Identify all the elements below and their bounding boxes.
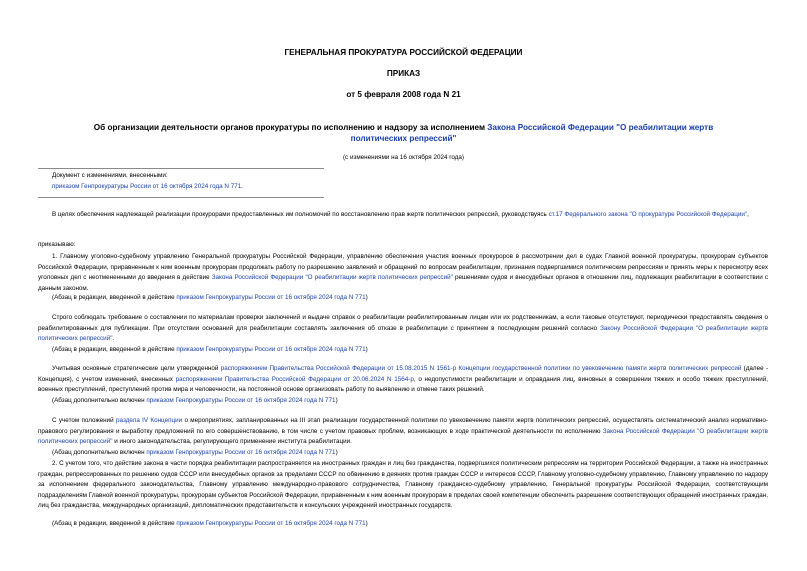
title-law-link[interactable]: Закона Российской Федерации "О реабилитации жертв [487,123,714,132]
note-1 [52,293,368,304]
note1-link[interactable]: приказом Генпрокуратуры России от 16 октября 2024 года N 771 [176,294,366,301]
p4-link-1[interactable]: распоряжением Правительства Российской Федерации от 15.08.2015 N 1561-р Концепции государственной политики по увековечению памяти жертв политических репрессий [220,365,742,372]
paragraph-preamble [38,210,768,221]
note2-text: (Абзац в редакции, введенной в действие [52,346,177,353]
p3-end: . [112,335,115,342]
p2-end: решениями судов и внесудебных органов в отношении лиц, подлежащих реабилитации в соответствии с данным законом. [38,274,768,292]
paragraph-item-1d [38,416,768,448]
paragraph-item-1 [38,252,768,294]
p1-text: В целях обеспечения надлежащей реализации прокурорами предоставленных им полномочий по восстановлению прав жертв политических репрессий, руководствуясь [52,211,549,218]
p4-end: , о недопустимости реабилитации и оправдания лиц, виновных в совершении тяжких и особо тяжких преступлений, военных преступлений, преступлений против мира и человечности, на постоянной основе организовать работу по выявлению и отмене таких решений. [38,375,768,393]
note-5 [52,519,368,530]
order-word: приказываю: [38,241,76,248]
p5-end: и иного законодательства, регулирующего применение института реабилитации. [112,438,352,445]
p5-mid: о мероприятиях, запланированных на III этап реализации государственной политики по увековечению памяти жертв политических репрессий, осуществлять систематический анализ нормативно-правового регулирования и выработку предложений по его совершенствованию, в том числе с учетом правовых проблем, возникающих в ходе практической деятельности по исполнению [38,417,769,435]
doc-type: ПРИКАЗ [386,69,421,78]
note2-end: ) [365,346,368,353]
changes-end: . [241,182,243,190]
p3-text: Строго соблюдать требование о составлении по материалам проверки заключений и выдаче справок о реабилитации реабилитированным лицам или их родственникам, а если таковые отсутствуют, периодически предоставлять сведения о реабилитированных для публикации. При отсутствии оснований для реабилитации составлять заключения об отказе в реабилитации с принятием в последующем решений согласно [38,314,768,332]
changes-label: Документ с изменениями, внесенными: [52,172,168,179]
p3-link[interactable]: Закону Российской Федерации "О реабилитации жертв политических репрессий" [38,324,769,342]
note2-link[interactable]: приказом Генпрокуратуры России от 16 октября 2024 года N 771 [176,346,366,353]
p1-end: , [747,211,749,218]
p5-text: С учетом положений [52,417,117,424]
note4-link[interactable]: приказом Генпрокуратуры России от 16 октября 2024 года N 771 [146,449,336,456]
changes-link[interactable]: приказом Генпрокуратуры России от 16 октября 2024 года N 771 [52,182,242,190]
paragraph-item-1b [38,313,768,345]
p4-mid: (далее - Концепция), с учетом изменений, внесенных [38,365,768,383]
doc-title [0,122,807,144]
paragraph-item-1c [38,364,768,396]
p5-link-2[interactable]: Закона Российской Федерации "О реабилитации жертв политических репрессий" [38,427,768,445]
note-3 [52,396,338,407]
title-text: Об организации деятельности органов прокуратуры по исполнению и надзору за исполнением [93,123,488,132]
note5-text: (Абзац в редакции, введенной в действие [52,520,177,527]
p2-link[interactable]: Закона Российской Федерации "О реабилитации жертв политических репрессий" [211,274,453,281]
note1-end: ) [365,294,368,301]
note3-text: (Абзац дополнительно включен [52,397,147,404]
paragraph-item-2: 2. С учетом того, что действие закона в части порядка реабилитации распространяется на иностранных граждан и лиц без гражданства, подвергшихся политическим репрессиям на территории Российской Федерации, а также на иностранных граждан, репрессированных по решению судов СССР или внесудебных органов за пределами СССР по обвинению в деяниях против граждан СССР и интересов СССР, Главному уголовно-судебному управлению, Главному управлению по надзору за исполнением федерального законодательства, Главному управлению международно-правового сотрудничества, Главному гражданско-судебному управлению, Генеральной прокуратуры Российской Федерации, соответствующим подразделениям Главной военной прокуратуры, прокурорам субъектов Российской Федерации, приравненным к ним военным прокурорам в пределах своей компетенции обеспечить разрешение соответствующих обращений иностранных граждан, лиц без гражданства, международных организаций, дипломатических представительств и консульских учреждений иностранных государств. [38,460,768,509]
note5-end: ) [365,520,368,527]
note3-end: ) [335,397,338,404]
org-name: ГЕНЕРАЛЬНАЯ ПРОКУРАТУРА РОССИЙСКОЙ ФЕДЕРАЦИИ [284,48,523,57]
changes-box [52,171,243,192]
p5-link-1[interactable]: раздела IV Концепции [116,417,183,424]
note-4 [52,448,338,459]
p2-text: 1. Главному уголовно-судебному управлению Генеральной прокуратуры Российской Федерации, управлению обеспечения участия военных прокуроров в рассмотрении дел в судах Главной военной прокуратуры, прокурорам субъектов Российской Федерации, приравненным к ним военным прокурорам продолжать работу по разрешению заявлений и обращений по вопросам реабилитации, признания подвергшимися политическим репрессиям и принять меры к пересмотру всех уголовных дел с неотмененными до введения в действие [38,253,768,281]
changes-item [52,182,243,193]
p1-link[interactable]: ст.17 Федерального закона "О прокуратуре Российской Федерации" [548,211,748,218]
changes-date: (с изменениями на 16 октября 2024 года) [342,154,465,161]
divider-bottom [38,197,324,198]
p4-text: Учитывая основные стратегические цели утвержденной [52,365,221,372]
divider-top [38,168,324,169]
title-law-link-cont[interactable]: политических репрессий" [350,134,457,143]
note5-link[interactable]: приказом Генпрокуратуры России от 16 октября 2024 года N 771 [176,520,366,527]
p4-link-2[interactable]: распоряжением Правительства Российской Федерации от 20.06.2024 N 1564-р [175,375,414,383]
note4-end: ) [335,449,338,456]
note3-link[interactable]: приказом Генпрокуратуры России от 16 октября 2024 года N 771 [146,397,336,404]
note1-text: (Абзац в редакции, введенной в действие [52,294,177,301]
doc-date-number: от 5 февраля 2008 года N 21 [346,90,461,99]
note4-text: (Абзац дополнительно включен [52,449,147,456]
note-2 [52,345,368,356]
